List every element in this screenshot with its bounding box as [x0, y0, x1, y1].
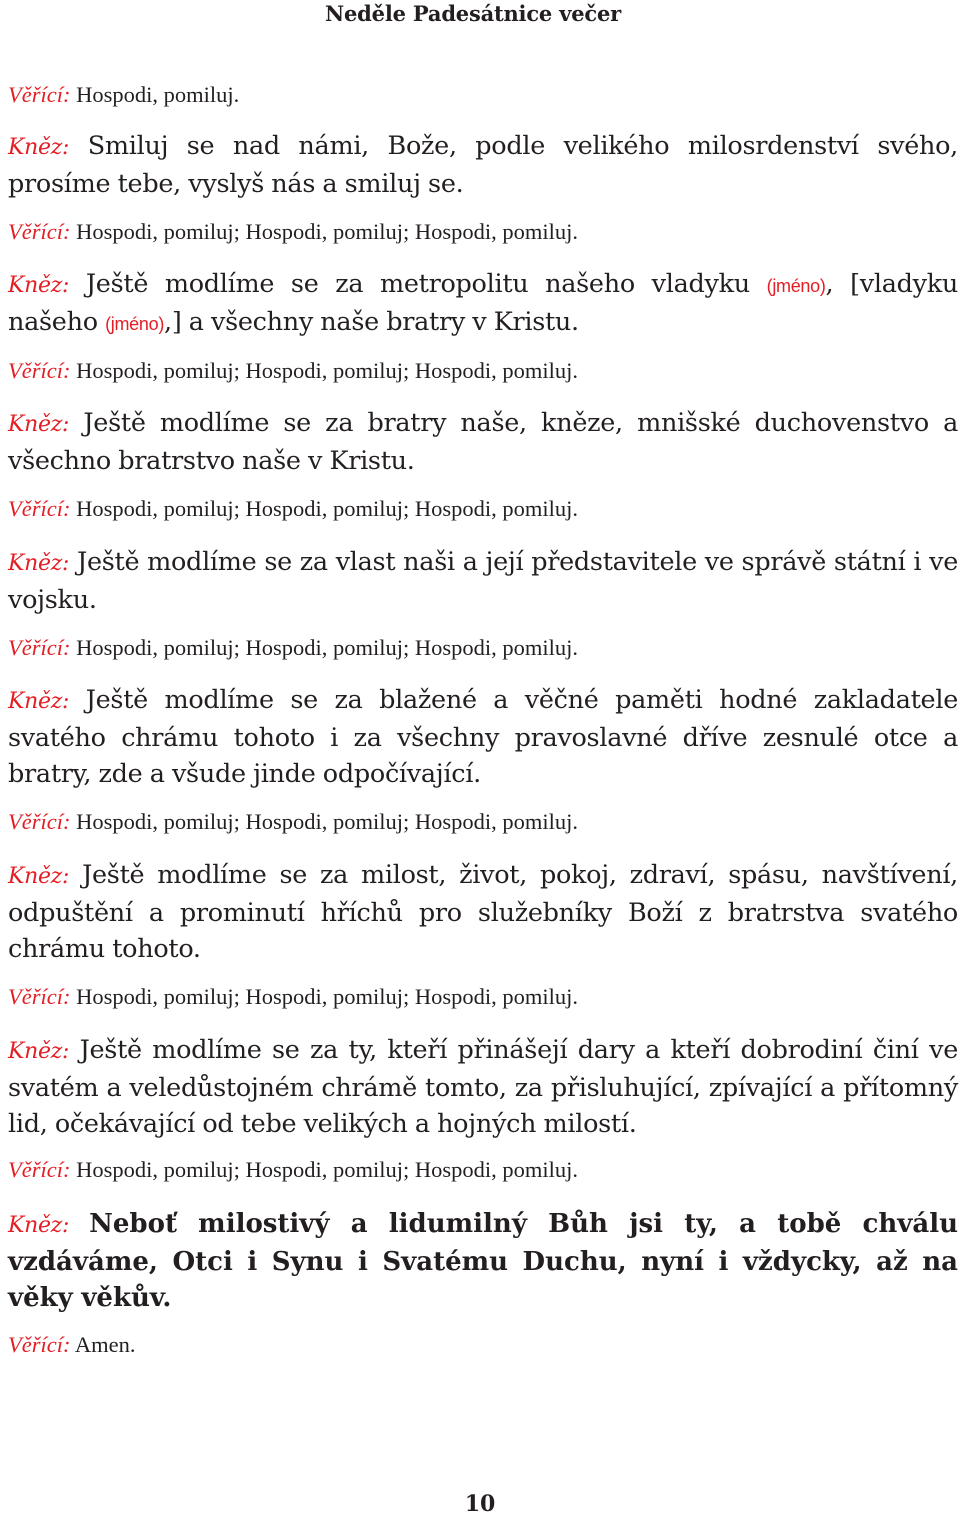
priest-petition-1	[8, 128, 958, 202]
faithful-response-6	[8, 807, 958, 837]
faithful-response-3	[8, 356, 958, 386]
faithful-response-7	[8, 982, 958, 1012]
speaker-label-priest: Kněz:	[8, 1213, 70, 1238]
speaker-label-faithful: Věřící:	[8, 1332, 71, 1357]
response-text: Hospodi, pomiluj.	[76, 82, 240, 107]
petition-text: Ještě modlíme se za blažené a věčné paměti hodné zakladatele svatého chrámu tohoto i za všechny pravoslavné dříve zesnulé otce a bratry, zde a všude jinde odpočívající.	[8, 685, 958, 789]
speaker-label-faithful: Věřící:	[8, 809, 71, 834]
faithful-response-8	[8, 1155, 958, 1185]
response-text: Hospodi, pomiluj; Hospodi, pomiluj; Hospodi, pomiluj.	[76, 1157, 579, 1182]
priest-petition-6	[8, 857, 958, 967]
name-placeholder-note: (jméno)	[766, 276, 826, 296]
response-text: Hospodi, pomiluj; Hospodi, pomiluj; Hospodi, pomiluj.	[76, 809, 579, 834]
response-text: Hospodi, pomiluj; Hospodi, pomiluj; Hospodi, pomiluj.	[76, 635, 579, 660]
petition-text: Ještě modlíme se za bratry naše, kněze, mnišské duchovenstvo a všechno bratrstvo naše v Kristu.	[8, 408, 959, 476]
response-text: Hospodi, pomiluj; Hospodi, pomiluj; Hospodi, pomiluj.	[76, 496, 579, 521]
priest-exclamation	[8, 1206, 958, 1316]
speaker-label-faithful: Věřící:	[8, 219, 71, 244]
speaker-label-faithful: Věřící:	[8, 635, 71, 660]
speaker-label-priest: Kněz:	[8, 412, 70, 437]
faithful-response-1	[8, 80, 958, 110]
speaker-label-faithful: Věřící:	[8, 496, 71, 521]
speaker-label-priest: Kněz:	[8, 864, 70, 889]
exclamation-text: Neboť milostivý a lidumilný Bůh jsi ty, a tobě chválu vzdáváme, Otci i Synu i Svatému Duchu, nyní i vždycky, až na věky věkův.	[8, 1209, 958, 1313]
petition-text: , [vladyku našeho	[8, 269, 958, 337]
name-placeholder-note: (jméno)	[105, 314, 165, 334]
priest-petition-2	[8, 266, 958, 342]
petition-text: ,] a všechny naše bratry v Kristu.	[164, 307, 579, 337]
speaker-label-priest: Kněz:	[8, 1039, 70, 1064]
response-text: Hospodi, pomiluj; Hospodi, pomiluj; Hospodi, pomiluj.	[76, 358, 579, 383]
petition-text: Ještě modlíme se za milost, život, pokoj, zdraví, spásu, navštívení, odpuštění a prominutí hříchů pro služebníky Boží z bratrstva svatého chrámu tohoto.	[8, 860, 958, 964]
speaker-label-faithful: Věřící:	[8, 1157, 71, 1182]
petition-text: Ještě modlíme se za vlast naši a její představitele ve správě státní i ve vojsku.	[8, 547, 958, 615]
page-number: 10	[464, 1491, 496, 1517]
priest-petition-3	[8, 405, 958, 479]
response-text: Hospodi, pomiluj; Hospodi, pomiluj; Hospodi, pomiluj.	[76, 984, 579, 1009]
priest-petition-4	[8, 544, 958, 618]
petition-text: Ještě modlíme se za metropolitu našeho vladyku	[85, 269, 750, 299]
petition-text: Smiluj se nad námi, Bože, podle velikého milosrdenství svého, prosíme tebe, vyslyš nás a smiluj se.	[8, 131, 958, 199]
faithful-response-2	[8, 217, 958, 247]
speaker-label-priest: Kněz:	[8, 273, 70, 298]
speaker-label-priest: Kněz:	[8, 551, 70, 576]
page-title: Neděle Padesátnice večer	[325, 1, 621, 26]
speaker-label-faithful: Věřící:	[8, 984, 71, 1009]
faithful-response-5	[8, 633, 958, 663]
response-text: Amen.	[74, 1332, 136, 1357]
speaker-label-priest: Kněz:	[8, 689, 70, 714]
faithful-response-amen	[8, 1330, 958, 1360]
faithful-response-4	[8, 494, 958, 524]
petition-text: Ještě modlíme se za ty, kteří přinášejí dary a kteří dobrodiní činí ve svatém a veledůstojném chrámě tomto, za přisluhující, zpívající a přítomný lid, očekávající od tebe velikých a hojných milostí.	[8, 1035, 958, 1139]
speaker-label-priest: Kněz:	[8, 135, 70, 160]
priest-petition-7	[8, 1032, 958, 1142]
response-text: Hospodi, pomiluj; Hospodi, pomiluj; Hospodi, pomiluj.	[76, 219, 579, 244]
speaker-label-faithful: Věřící:	[8, 82, 71, 107]
priest-petition-5	[8, 682, 958, 792]
speaker-label-faithful: Věřící:	[8, 358, 71, 383]
